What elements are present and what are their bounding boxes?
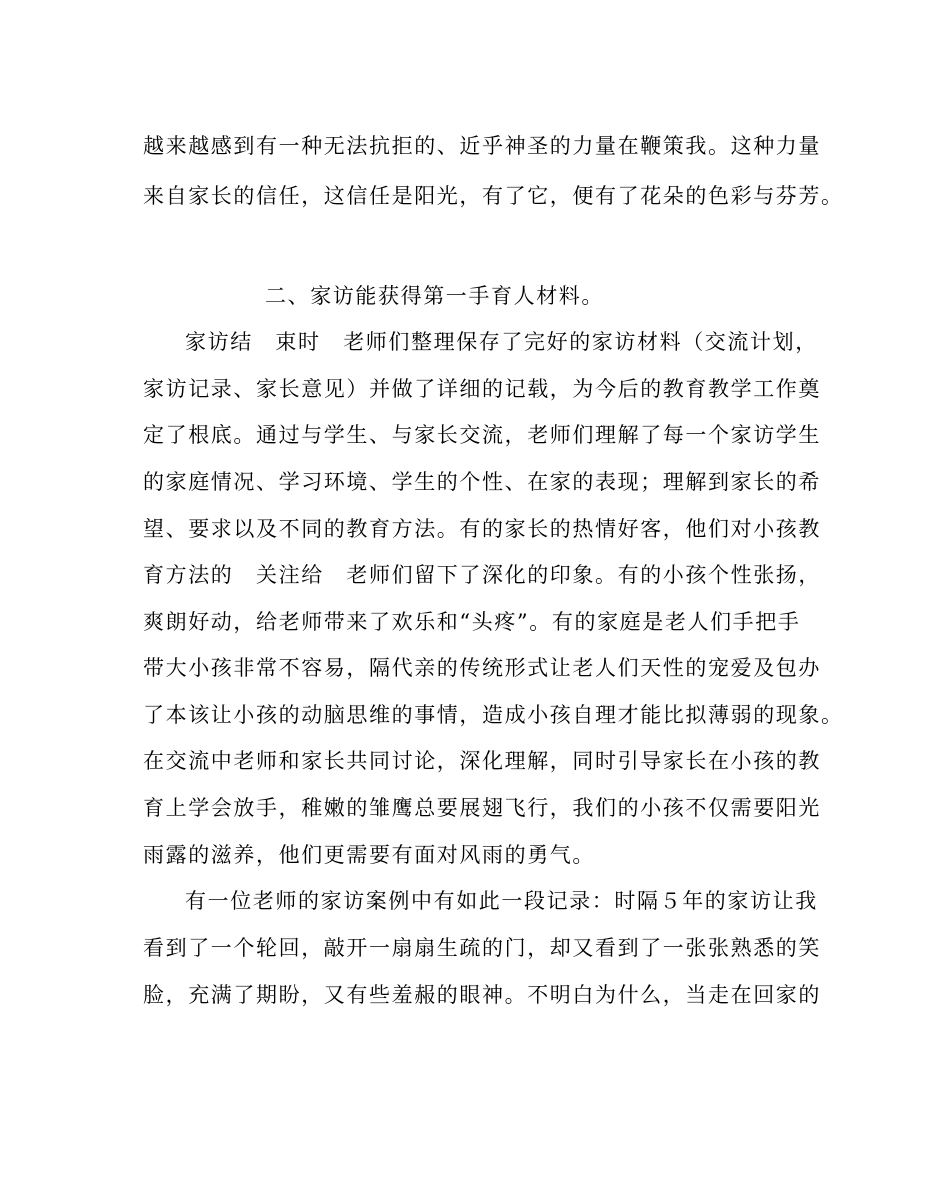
text-line: 来自家长的信任，这信任是阳光，有了它，便有了花朵的色彩与芬芳。 bbox=[143, 184, 844, 208]
text-line: 爽朗好动，给老师带来了欢乐和“头疼”。有的家庭是老人们手把手 bbox=[143, 610, 801, 634]
text-line: 越来越感到有一种无法抗拒的、近乎神圣的力量在鞭策我。这种力量 bbox=[143, 134, 821, 158]
text-line: 育上学会放手，稚嫩的雏鹰总要展翅飞行，我们的小孩不仅需要阳光 bbox=[143, 796, 821, 820]
text-line: 脸，充满了期盼，又有些羞赧的眼神。不明白为什么，当走在回家的 bbox=[143, 983, 821, 1007]
text-line: 在交流中老师和家长共同讨论，深化理解，同时引导家长在小孩的教 bbox=[143, 749, 821, 773]
text-line: 家访记录、家长意见）并做了详细的记载，为今后的教育教学工作奠 bbox=[143, 377, 821, 401]
text-line: 的家庭情况、学习环境、学生的个性、在家的表现；理解到家长的希 bbox=[143, 470, 821, 494]
paragraph-first-line: 家访结 束时 老师们整理保存了完好的家访材料（交流计划， bbox=[185, 330, 818, 354]
text-line: 育方法的 关注给 老师们留下了深化的印象。有的小孩个性张扬， bbox=[143, 563, 821, 587]
text-line: 定了根底。通过与学生、与家长交流，老师们理解了每一个家访学生 bbox=[143, 423, 821, 447]
text-line: 雨露的滋养，他们更需要有面对风雨的勇气。 bbox=[143, 843, 595, 867]
text-line: 带大小孩非常不容易，隔代亲的传统形式让老人们天性的宠爱及包办 bbox=[143, 656, 821, 680]
text-line: 了本该让小孩的动脑思维的事情，造成小孩自理才能比拟薄弱的现象。 bbox=[143, 703, 844, 727]
paragraph-first-line: 有一位老师的家访案例中有如此一段记录：时隔５年的家访让我 bbox=[185, 889, 818, 913]
text-line: 望、要求以及不同的教育方法。有的家长的热情好客，他们对小孩教 bbox=[143, 517, 821, 541]
text-line: 看到了一个轮回，敲开一扇扇生疏的门，却又看到了一张张熟悉的笑 bbox=[143, 936, 821, 960]
section-heading: 二、家访能获得第一手育人材料。 bbox=[265, 284, 604, 308]
